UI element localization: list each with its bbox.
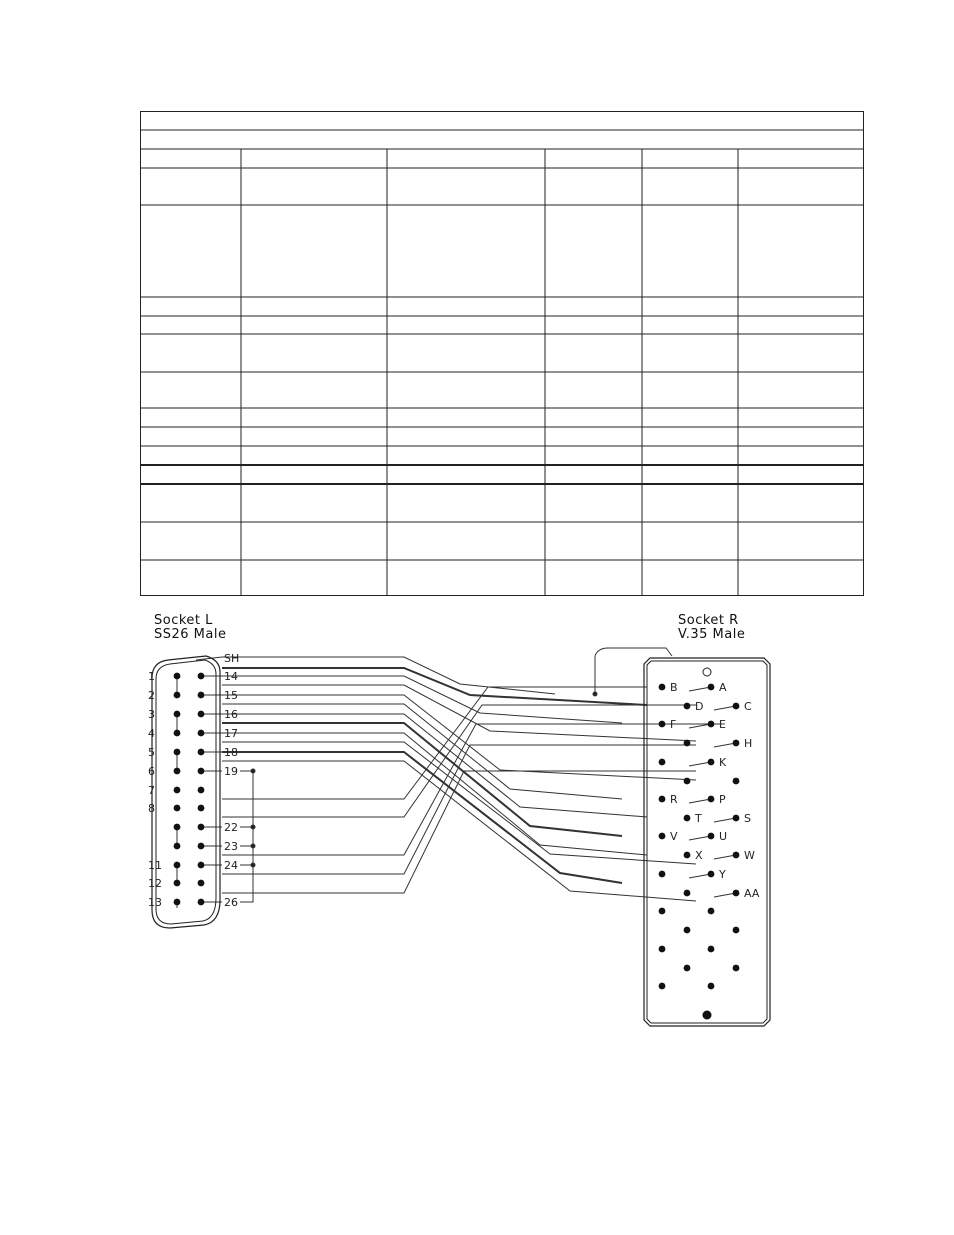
left-pin-dot — [198, 843, 205, 850]
right-pin-label: V — [670, 830, 678, 843]
left-pin-dot — [198, 768, 205, 775]
right-pin-dot — [708, 833, 715, 840]
left-row-number: 2 — [148, 689, 155, 702]
left-pin-label: 23 — [224, 840, 238, 853]
left-row-number: 5 — [148, 746, 155, 759]
junction-dot — [251, 825, 255, 829]
right-pin-label: Y — [719, 868, 726, 881]
left-pin-dot — [174, 692, 181, 699]
right-pin-dot — [659, 759, 666, 766]
right-pin-label: E — [719, 718, 726, 731]
right-pin-label: H — [744, 737, 753, 750]
junction-dot — [251, 769, 255, 773]
left-pin-dot — [198, 862, 205, 869]
right-pin-dot — [684, 927, 691, 934]
left-pin-label: 17 — [224, 727, 238, 740]
right-pin-dot — [733, 890, 740, 897]
right-pin-dot — [659, 684, 666, 691]
right-pin-dot — [733, 852, 740, 859]
left-pin-dot — [174, 805, 181, 812]
socket-left-title: Socket L — [154, 613, 213, 628]
right-pin-dot — [708, 759, 715, 766]
wires — [177, 648, 736, 908]
right-pin-dot — [733, 740, 740, 747]
socket-right-title: Socket R — [678, 613, 739, 628]
right-pin-label: X — [695, 849, 703, 862]
left-pin-dot — [174, 711, 181, 718]
right-pin-dot — [659, 871, 666, 878]
right-pin-dot — [684, 965, 691, 972]
socket-right-inner-shell — [647, 661, 767, 1023]
left-row-number: 3 — [148, 708, 155, 721]
right-pin-label: T — [695, 812, 702, 825]
right-pin-dot — [708, 871, 715, 878]
wire — [240, 771, 253, 902]
right-pin-dot — [659, 946, 666, 953]
left-row-number: 12 — [148, 877, 162, 890]
left-pin-dot — [174, 843, 181, 850]
left-pin-label: 18 — [224, 746, 238, 759]
socket-right-connector — [644, 658, 770, 1026]
left-row-number: 6 — [148, 765, 155, 778]
right-pin-label: W — [744, 849, 755, 862]
left-pin-label: 26 — [224, 896, 238, 909]
right-pin-label: K — [719, 756, 727, 769]
left-pin-dot — [174, 824, 181, 831]
left-row-number: 11 — [148, 859, 162, 872]
socket-left-subtitle: SS26 Male — [154, 627, 227, 642]
left-pin-label: 19 — [224, 765, 238, 778]
right-pin-dot — [733, 815, 740, 822]
left-pin-dot — [198, 787, 205, 794]
right-pin-label: R — [670, 793, 678, 806]
wire — [222, 723, 622, 836]
left-pin-dot — [174, 673, 181, 680]
left-row-number: 7 — [148, 784, 155, 797]
wire — [222, 724, 721, 855]
right-pin-dot — [733, 927, 740, 934]
left-pin-dot — [198, 711, 205, 718]
left-pin-dot — [198, 749, 205, 756]
right-pin-dot — [733, 703, 740, 710]
socket-left-shell — [152, 656, 220, 928]
right-pin-dot — [684, 703, 691, 710]
right-pin-dot — [659, 908, 666, 915]
left-pin-dot — [174, 768, 181, 775]
left-pin-dot — [198, 824, 205, 831]
junction-dot — [251, 863, 255, 867]
wire — [222, 742, 696, 864]
right-pin-label: AA — [744, 887, 760, 900]
left-row-number: 8 — [148, 802, 155, 815]
left-pin-dot — [198, 673, 205, 680]
right-pin-label: B — [670, 681, 678, 694]
right-pin-dot — [659, 983, 666, 990]
left-pin-dot — [198, 730, 205, 737]
right-pin-dot — [684, 815, 691, 822]
left-pin-dot — [174, 749, 181, 756]
socket-left-connector — [152, 656, 220, 928]
key-hole — [703, 668, 711, 676]
right-pin-dot — [708, 796, 715, 803]
right-pin-dot — [708, 908, 715, 915]
right-pin-dot — [708, 684, 715, 691]
right-pin-label: F — [670, 718, 677, 731]
right-pin-dot — [659, 721, 666, 728]
right-pin-dot — [684, 890, 691, 897]
left-pin-label: 22 — [224, 821, 238, 834]
socket-left-inner-shell — [156, 660, 216, 924]
left-row-number: 1 — [148, 670, 155, 683]
socket-right-shell — [644, 658, 770, 1026]
left-pin-label: SH — [224, 652, 240, 665]
right-pin-dot — [684, 778, 691, 785]
right-pin-label: D — [695, 700, 704, 713]
right-pin-label: U — [719, 830, 728, 843]
wire — [222, 771, 696, 893]
socket-right-subtitle: V.35 Male — [678, 627, 746, 642]
left-pin-dot — [174, 880, 181, 887]
left-pin-dot — [174, 730, 181, 737]
right-pin-dot — [659, 796, 666, 803]
right-pin-label: S — [744, 812, 751, 825]
left-pin-dot — [198, 880, 205, 887]
right-pin-dot — [659, 833, 666, 840]
right-pin-dot — [733, 778, 740, 785]
right-pin-dot — [708, 983, 715, 990]
right-pin-dot — [708, 721, 715, 728]
junction-dot — [251, 844, 255, 848]
junction-dot — [593, 692, 597, 696]
left-pin-label: 24 — [224, 859, 238, 872]
ground-pin — [703, 1011, 712, 1020]
left-pin-dot — [174, 899, 181, 906]
left-pin-dot — [198, 805, 205, 812]
left-pin-dot — [174, 787, 181, 794]
right-pin-label: A — [719, 681, 727, 694]
left-pin-dot — [198, 692, 205, 699]
right-pin-dot — [684, 740, 691, 747]
left-pin-label: 14 — [224, 670, 238, 683]
left-pin-label: 15 — [224, 689, 238, 702]
left-pin-dot — [174, 862, 181, 869]
right-pin-dot — [684, 852, 691, 859]
left-pin-dot — [198, 899, 205, 906]
right-pin-dot — [708, 946, 715, 953]
left-pin-label: 16 — [224, 708, 238, 721]
left-row-number: 13 — [148, 896, 162, 909]
left-row-number: 4 — [148, 727, 155, 740]
right-pin-label: P — [719, 793, 726, 806]
right-pin-label: C — [744, 700, 752, 713]
right-pin-dot — [733, 965, 740, 972]
